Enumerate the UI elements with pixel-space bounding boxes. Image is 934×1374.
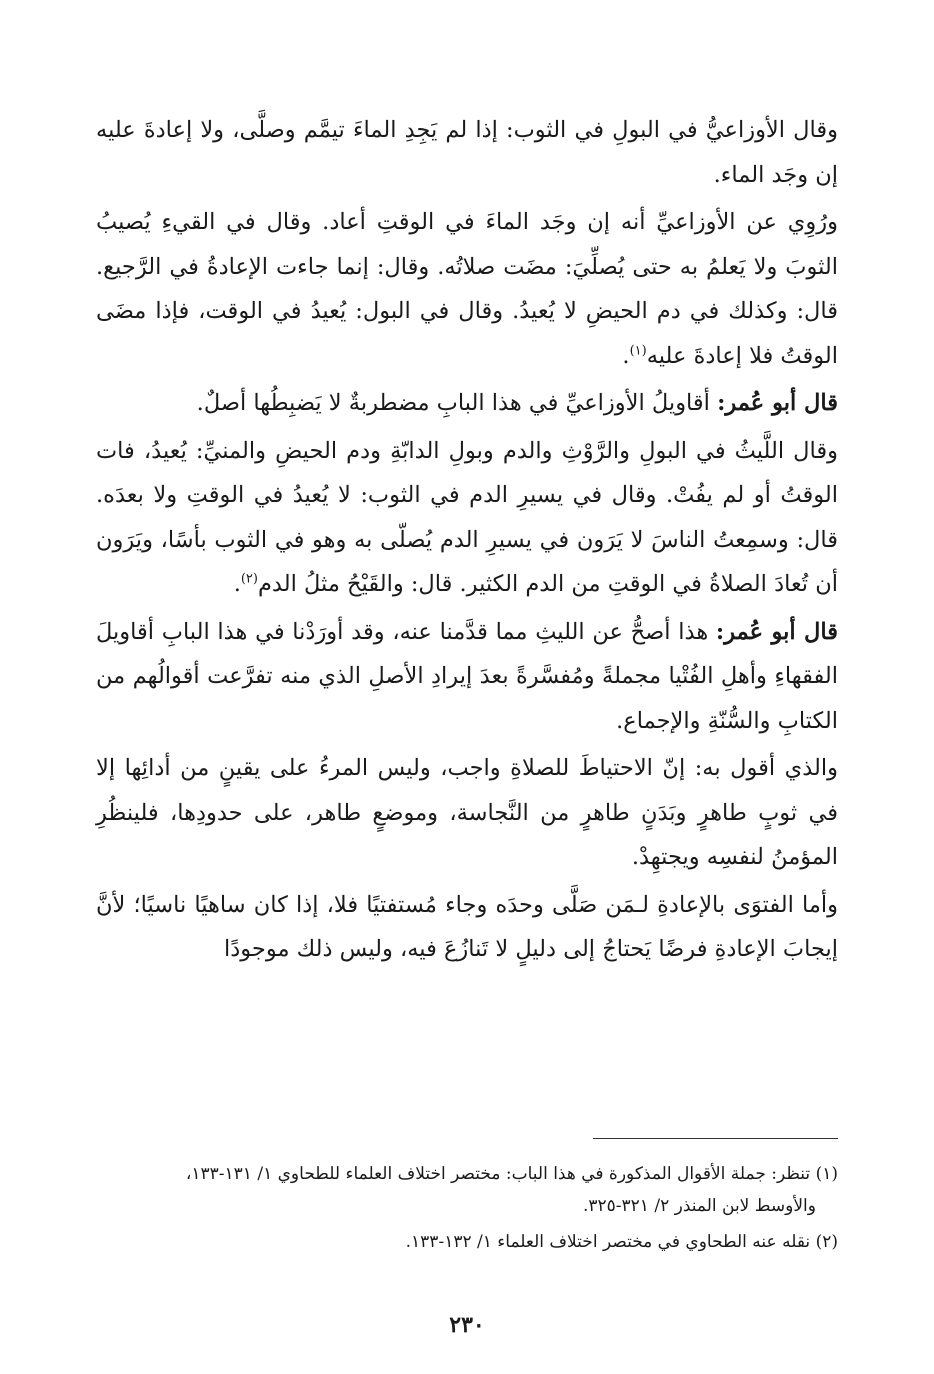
paragraph-7 bbox=[96, 883, 838, 972]
footnotes-section bbox=[96, 1158, 838, 1262]
paragraph-5-text: هذا أصحُّ عن الليثِ مما قدَّمنا عنه، وقد أورَدْنا في هذا البابِ أقاويلَ الفقهاءِ وأهلِ الفُتْيا مجملةً ومُفسَّرةً بعدَ إيرادِ الأصلِ الذي منه تفرَّعت أقوالُهم من الكتابِ والسُّنّةِ والإجماع. bbox=[96, 618, 838, 734]
paragraph-5-author: قال أبو عُمر: bbox=[715, 618, 838, 645]
footnote-2-number: (٢) bbox=[815, 1232, 838, 1252]
footnote-1 bbox=[96, 1158, 838, 1222]
page-number: ٢٣٠ bbox=[449, 1312, 485, 1338]
paragraph-4: وقال اللَّيثُ في البولِ والرَّوْثِ والدم وبولِ الدابّةِ ودم الحيضِ والمنيِّ: يُعيدُ، فات الوقتُ أو لم يفُتْ. وقال في يسيرِ الدم في الثوب: لا يُعيدُ في الوقتِ ولا بعدَه. قال: وسمِعتُ الناسَ لا يَرَون في يسيرِ الدم يُصلّى به وهو في الثوب بأسًا، ويَرَون أن تُعادَ الصلاةُ في الوقتِ من الدم الكثير. قال: والقَيْحُ مثلُ الدم$^{(٢)}$. bbox=[96, 437, 838, 597]
paragraph-4-text: وقال اللَّيثُ في البولِ والرَّوْثِ والدم وبولِ الدابّةِ ودم الحيضِ والمنيِّ: يُعيدُ، فات الوقتُ أو لم يفُتْ. وقال في يسيرِ الدم في الثوب: لا يُعيدُ في الوقتِ ولا بعدَه. قال: وسمِعتُ الناسَ لا يَرَون في يسيرِ الدم يُصلّى به وهو في الثوب بأسًا، ويَرَون أن تُعادَ الصلاةُ في الوقتِ من الدم الكثير. قال: والقَيْحُ مثلُ الدم bbox=[96, 437, 838, 597]
paragraph-2-text: ورُوِي عن الأوزاعيِّ أنه إن وجَد الماءَ في الوقتِ أعاد. وقال في القيءِ يُصيبُ الثوبَ ولا يَعلمُ به حتى يُصلِّيَ: مضَت صلاتُه. وقال: إنما جاءت الإعادةُ في الرَّجيع. قال: وكذلك في دم الحيضِ لا يُعيدُ. وقال في البول: يُعيدُ في الوقت، فإذا مضَى الوقتُ فلا إعادةَ عليه bbox=[96, 209, 838, 369]
paragraph-5 bbox=[96, 610, 838, 744]
paragraph-6-text: والذي أقول به: إنّ الاحتياطَ للصلاةِ واجب، وليس المرءُ على يقينٍ من أدائِها إلا في ثوبٍ طاهرٍ وبَدَنٍ طاهرٍ من النَّجاسة، وموضعٍ طاهر، على حدودِها، فلينظُرِ المؤمنُ لنفسِه ويجتهِدْ. bbox=[96, 755, 838, 870]
footnote-1-line2: والأوسط لابن المنذر ٢/ ٣٢١-٣٢٥. bbox=[582, 1196, 816, 1216]
footnote-2-line1: نقله عنه الطحاوي في مختصر اختلاف العلماء ١/ ١٣٢-١٣٣. bbox=[405, 1232, 811, 1252]
paragraph-3-text: أقاويلُ الأوزاعيِّ في هذا البابِ مضطربةٌ لا يَضبِطُها أصلٌ. bbox=[196, 390, 718, 416]
footnote-ref-2[interactable]: (٢) bbox=[240, 571, 258, 587]
footnote-2 bbox=[96, 1226, 838, 1258]
paragraph-3 bbox=[96, 381, 838, 426]
paragraph-1 bbox=[96, 108, 838, 197]
footnote-separator bbox=[593, 1138, 838, 1139]
paragraph-1-text: وقال الأوزاعيُّ في البولِ في الثوب: إذا لم يَجِدِ الماءَ تيمَّم وصلَّى، ولا إعادةَ عليه إن وجَد الماء. bbox=[96, 117, 838, 188]
paragraph-3-author: قال أبو عُمر: bbox=[717, 390, 838, 416]
page-body bbox=[96, 108, 838, 975]
paragraph-6 bbox=[96, 746, 838, 880]
footnote-ref-1[interactable]: (١) bbox=[629, 343, 647, 358]
paragraph-7-text: وأما الفتوَى بالإعادةِ لـمَن صَلَّى وحدَه وجاء مُستفتيًا فلا، إذا كان ساهيًا ناسيًا؛ لأنَّ إيجابَ الإعادةِ فرضًا يَحتاجُ إلى دليلٍ لا تَنازُعَ فيه، وليس ذلك موجودًا bbox=[96, 891, 838, 962]
paragraph-2: ورُوِي عن الأوزاعيِّ أنه إن وجَد الماءَ في الوقتِ أعاد. وقال في القيءِ يُصيبُ الثوبَ ولا يَعلمُ به حتى يُصلِّيَ: مضَت صلاتُه. وقال: إنما جاءت الإعادةُ في الرَّجيع. قال: وكذلك في دم الحيضِ لا يُعيدُ. وقال في البول: يُعيدُ في الوقت، فإذا مضَى الوقتُ فلا إعادةَ عليه$^{(١)}$. bbox=[96, 209, 838, 369]
footnote-1-line1: تنظر: جملة الأقوال المذكورة في هذا الباب: مختصر اختلاف العلماء للطحاوي ١/ ١٣١-١٣٣، bbox=[185, 1164, 811, 1184]
footnote-1-number: (١) bbox=[815, 1164, 838, 1184]
